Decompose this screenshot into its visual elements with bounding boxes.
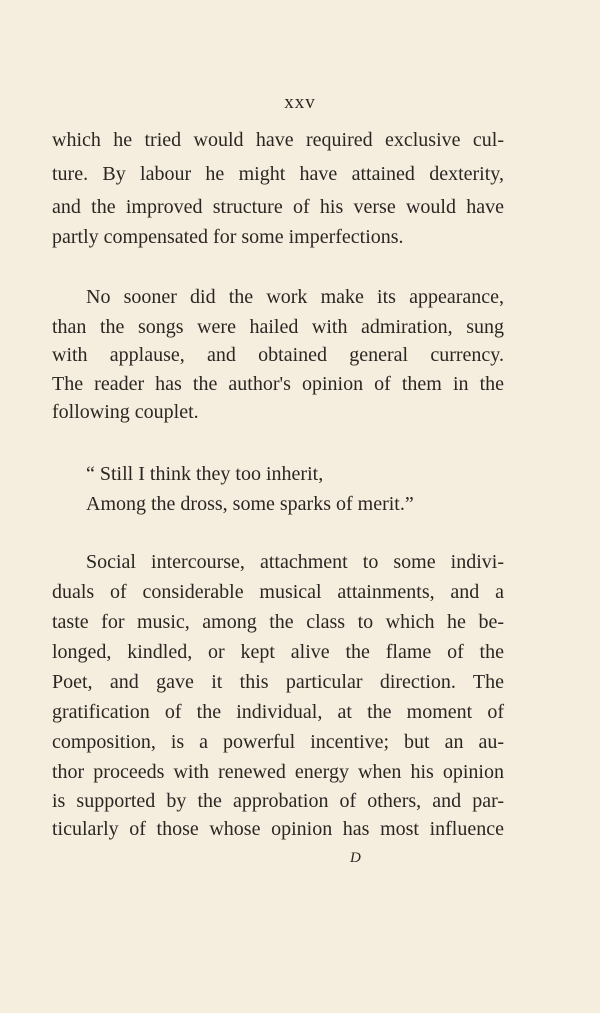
text-line: ture. By labour he might have attained dexterity, xyxy=(52,163,504,185)
verse-line: “ Still I think they too inherit, xyxy=(86,463,324,485)
text-line: which he tried would have required exclusive cul- xyxy=(52,129,504,151)
text-line: No sooner did the work make its appearance, xyxy=(86,286,504,308)
text-line: partly compensated for some imperfections. xyxy=(52,226,404,248)
verse-line: Among the dross, some sparks of merit.” xyxy=(86,493,414,515)
page-number: xxv xyxy=(284,92,316,113)
text-line: The reader has the author's opinion of them in the xyxy=(52,373,504,395)
signature-mark: D xyxy=(350,850,361,866)
text-line: gratification of the individual, at the moment of xyxy=(52,701,504,723)
text-line: and the improved structure of his verse would have xyxy=(52,196,504,218)
text-line: Poet, and gave it this particular direction. The xyxy=(52,671,504,693)
text-line: thor proceeds with renewed energy when his opinion xyxy=(52,761,504,783)
text-line: than the songs were hailed with admiration, sung xyxy=(52,316,504,338)
text-line: composition, is a powerful incentive; but an au- xyxy=(52,731,504,753)
text-line: is supported by the approbation of others, and par- xyxy=(52,790,504,812)
text-line: ticularly of those whose opinion has most influence xyxy=(52,818,504,840)
text-line: following couplet. xyxy=(52,401,199,423)
text-line: taste for music, among the class to which he be- xyxy=(52,611,504,633)
text-line: longed, kindled, or kept alive the flame of the xyxy=(52,641,504,663)
text-line: Social intercourse, attachment to some indivi- xyxy=(86,551,504,573)
text-line: with applause, and obtained general currency. xyxy=(52,344,504,366)
text-line: duals of considerable musical attainments, and a xyxy=(52,581,504,603)
